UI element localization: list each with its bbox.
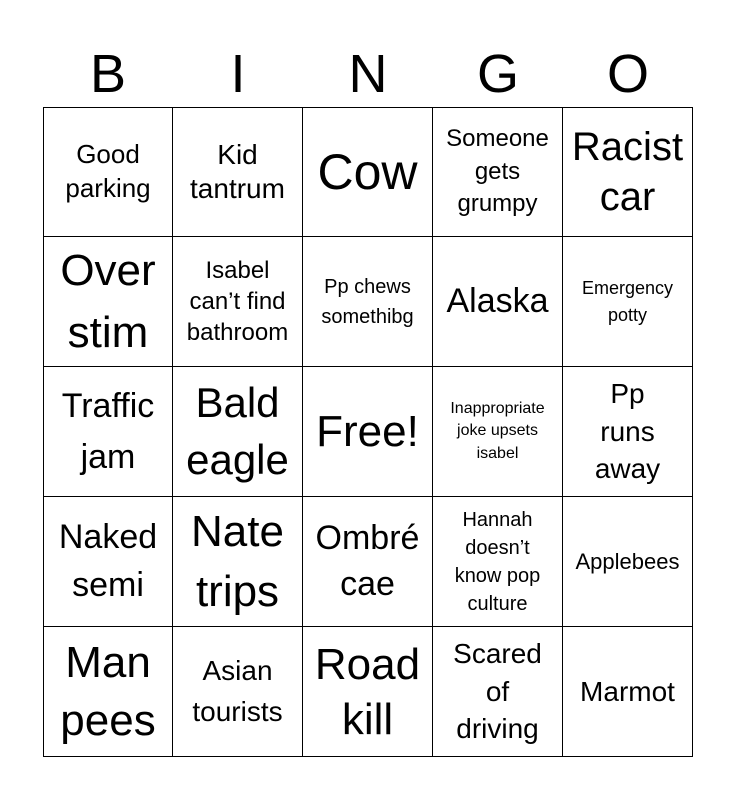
- bingo-cell-text: Emergency potty: [581, 277, 674, 325]
- bingo-cell-text: Hannah doesn’t know pop culture: [454, 508, 541, 615]
- bingo-cell[interactable]: [173, 367, 303, 497]
- bingo-cell[interactable]: [303, 627, 433, 757]
- bingo-cell[interactable]: [43, 367, 173, 497]
- bingo-cell-text: Pp runs away: [594, 377, 661, 485]
- bingo-cell-text: Ombré cae: [315, 518, 420, 603]
- header-letter-b: B: [89, 44, 127, 104]
- bingo-cell[interactable]: [563, 107, 693, 237]
- bingo-cell-text: Inappropriate joke upsets isabel: [450, 399, 545, 462]
- bingo-cell-text: Naked semi: [58, 517, 158, 604]
- bingo-cell-text: Traffic jam: [61, 386, 155, 476]
- bingo-cell[interactable]: [433, 627, 563, 757]
- bingo-cell-text: Isabel can’t find bathroom: [186, 256, 289, 347]
- bingo-cell[interactable]: [43, 107, 173, 237]
- bingo-cell[interactable]: [173, 497, 303, 627]
- bingo-cell-text: Marmot: [580, 675, 675, 707]
- bingo-cell[interactable]: [563, 497, 693, 627]
- bingo-cell[interactable]: [43, 627, 173, 757]
- bingo-cell[interactable]: [43, 497, 173, 627]
- bingo-cell[interactable]: [563, 237, 693, 367]
- bingo-cell-text: Road kill: [314, 639, 421, 744]
- bingo-cell-text: Cow: [317, 144, 418, 200]
- bingo-cell-text: Good parking: [65, 139, 151, 203]
- bingo-board: [43, 107, 693, 757]
- bingo-cell[interactable]: [303, 367, 433, 497]
- bingo-cell-text: Free!: [316, 406, 419, 456]
- bingo-cell[interactable]: [303, 107, 433, 237]
- bingo-cell[interactable]: [433, 367, 563, 497]
- bingo-cell-text: Pp chews somethibg: [321, 275, 414, 328]
- bingo-cell[interactable]: [433, 107, 563, 237]
- bingo-cell[interactable]: [43, 237, 173, 367]
- bingo-cell[interactable]: [173, 107, 303, 237]
- bingo-cell-text: Racist car: [571, 125, 684, 219]
- bingo-cell[interactable]: [173, 627, 303, 757]
- header-letter-n: N: [348, 44, 388, 104]
- bingo-cell[interactable]: [563, 627, 693, 757]
- bingo-cell[interactable]: [433, 497, 563, 627]
- header-letter-g: G: [476, 44, 519, 104]
- bingo-cell-text: Asian tourists: [192, 654, 283, 727]
- bingo-cell[interactable]: [303, 237, 433, 367]
- header-letter-i: I: [230, 44, 246, 104]
- header-letter-o: O: [606, 44, 649, 104]
- bingo-cell[interactable]: [563, 367, 693, 497]
- bingo-cell-text: Man pees: [60, 638, 156, 745]
- bingo-cell-text: Kid tantrum: [190, 139, 285, 204]
- bingo-cell[interactable]: [173, 237, 303, 367]
- bingo-cell-text: Someone gets grumpy: [446, 125, 549, 218]
- bingo-cell[interactable]: [433, 237, 563, 367]
- bingo-cell-text: Over stim: [60, 245, 156, 357]
- bingo-cell-text: Scared of driving: [453, 637, 542, 745]
- bingo-cell-text: Alaska: [446, 282, 549, 321]
- bingo-cell-text: Nate trips: [191, 507, 284, 616]
- bingo-header: [43, 40, 693, 108]
- bingo-cell-text: Applebees: [575, 548, 680, 574]
- bingo-cell-text: Bald eagle: [186, 378, 289, 483]
- bingo-cell[interactable]: [303, 497, 433, 627]
